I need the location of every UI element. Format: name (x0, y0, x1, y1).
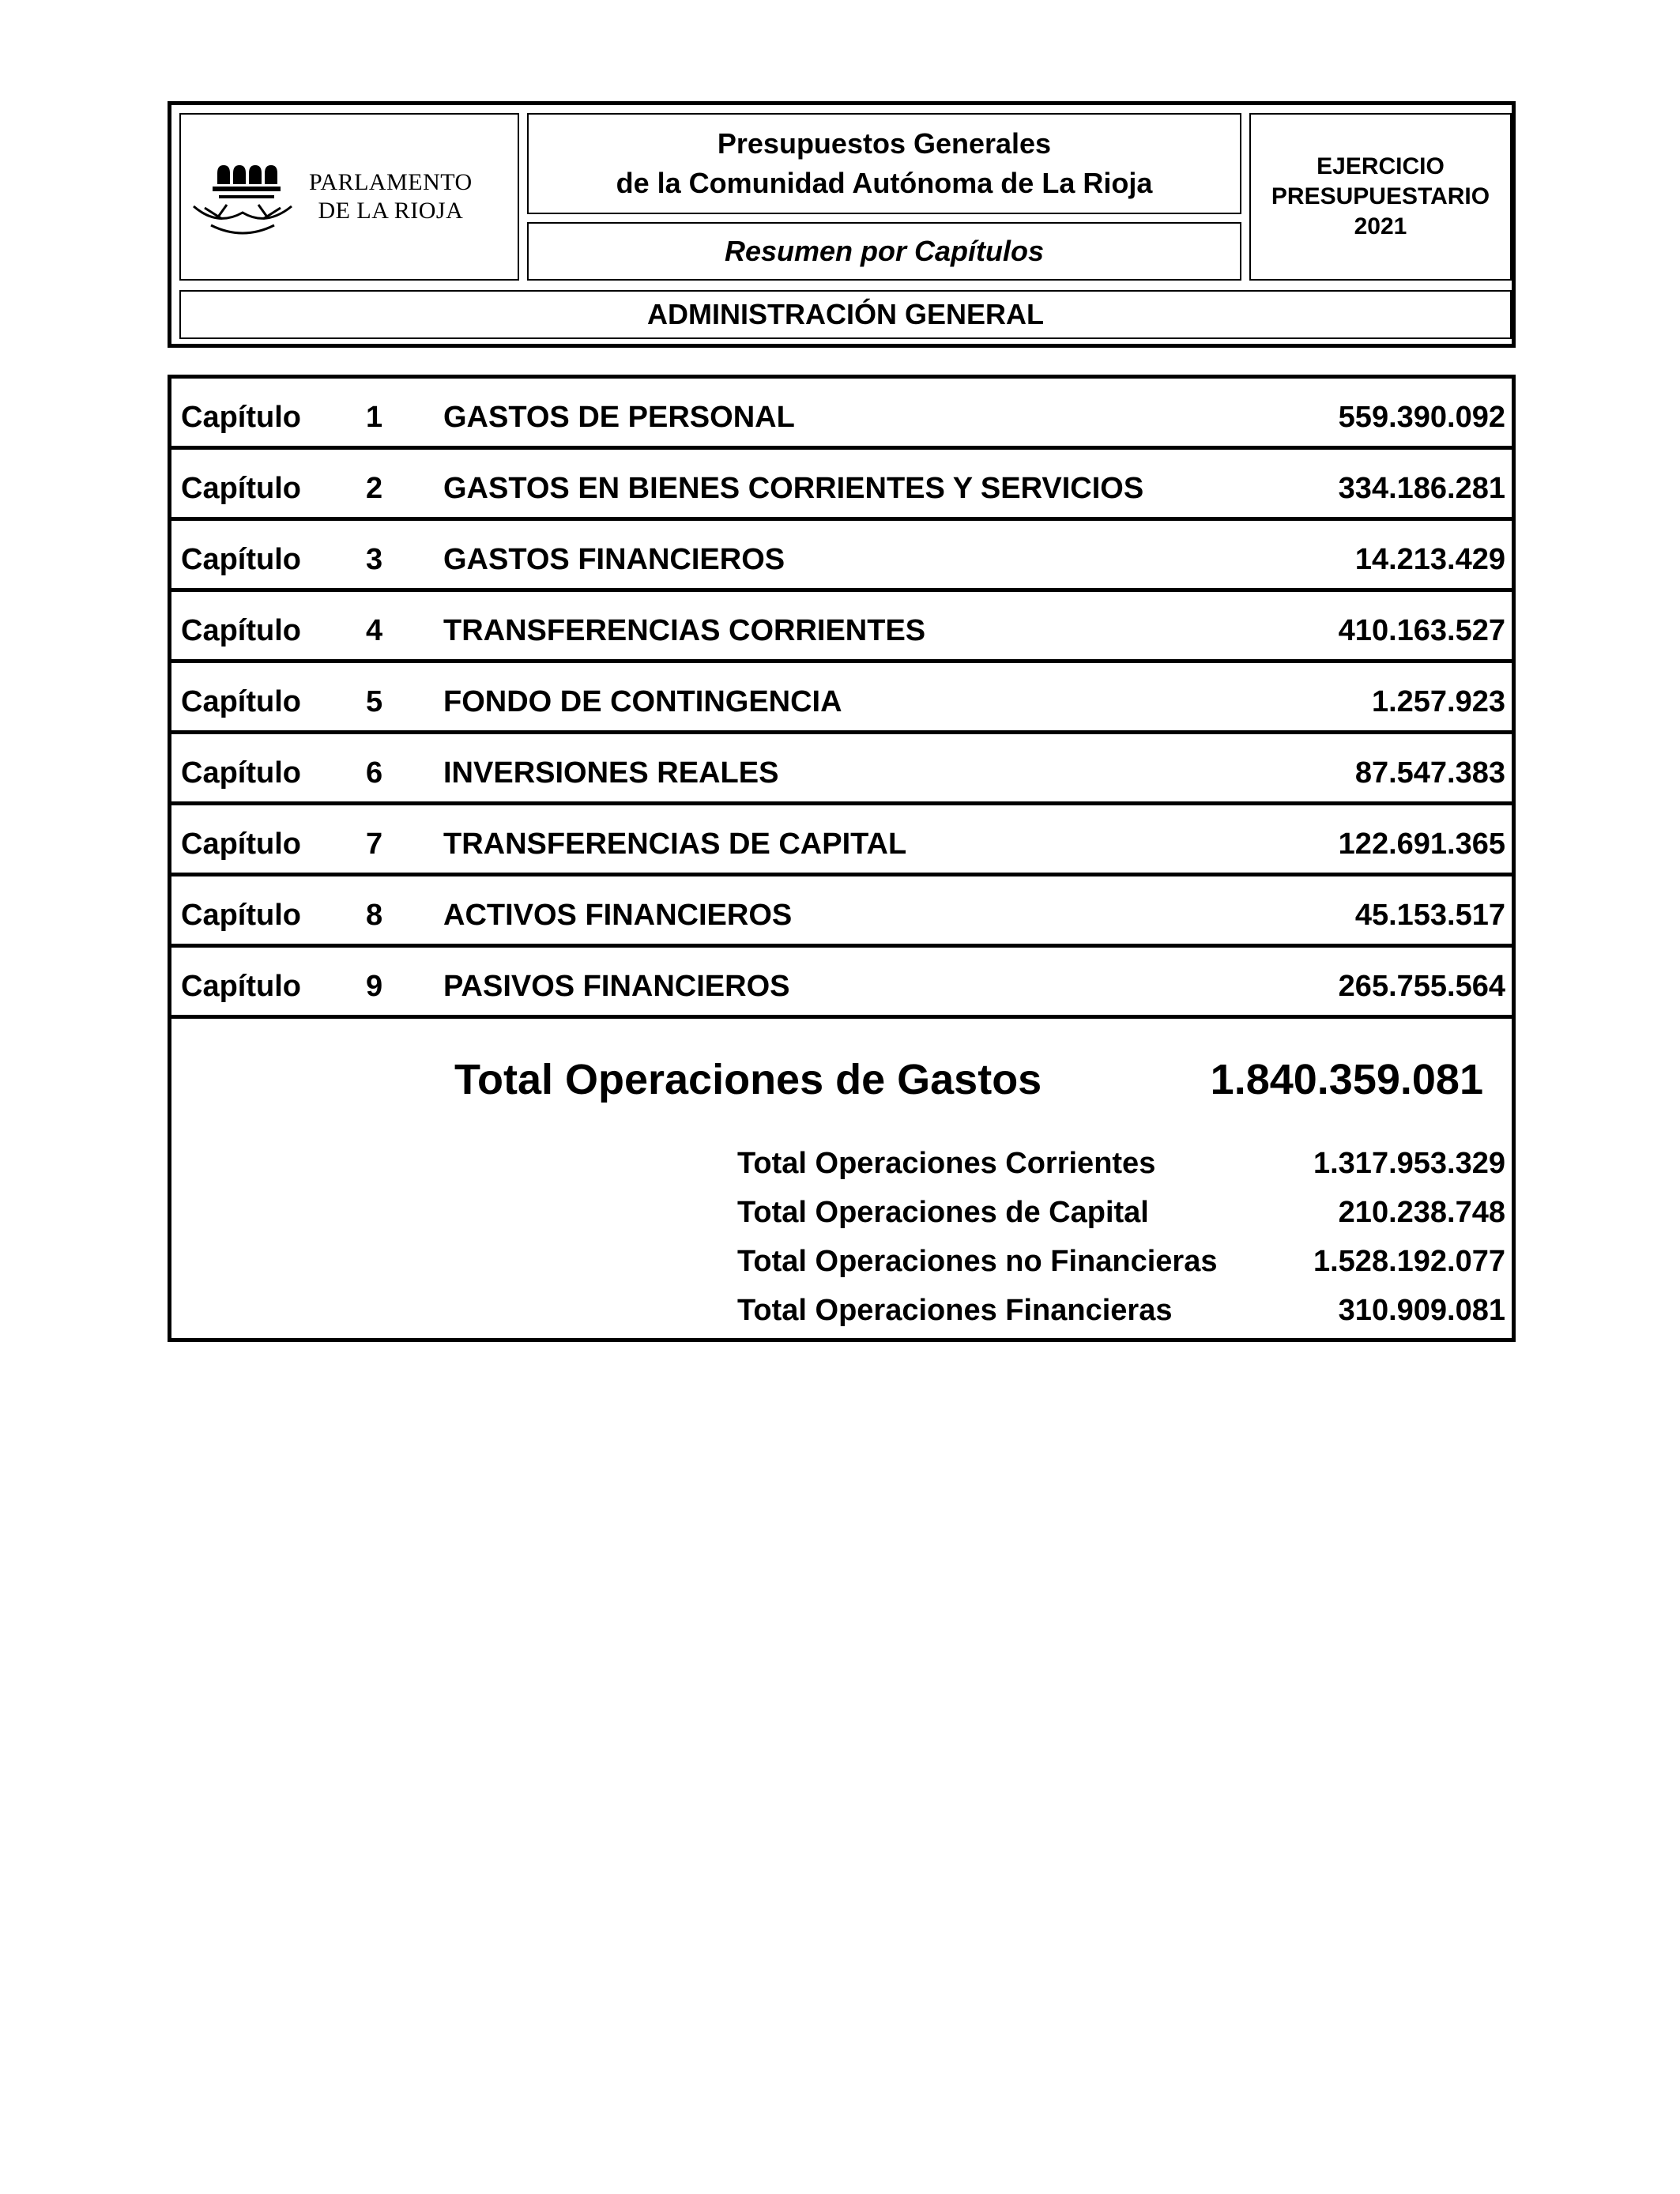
chapter-name: INVERSIONES REALES (443, 756, 779, 790)
chapter-name: GASTOS EN BIENES CORRIENTES Y SERVICIOS (443, 472, 1144, 505)
table-row (171, 734, 1512, 805)
chapter-amount: 410.163.527 (1338, 614, 1505, 647)
subtotal-row (171, 1294, 1512, 1333)
subtotal-label: Total Operaciones Financieras (737, 1294, 1173, 1327)
parliament-name-line2: DE LA RIOJA (318, 198, 464, 224)
subtotal-value: 310.909.081 (1338, 1294, 1505, 1327)
chapter-name: ACTIVOS FINANCIEROS (443, 899, 793, 932)
chapter-amount: 559.390.092 (1338, 401, 1505, 434)
chapter-amount: 87.547.383 (1354, 756, 1505, 790)
chapter-label: Capítulo (181, 756, 301, 790)
chapter-number: 7 (366, 827, 383, 861)
subtotal-label: Total Operaciones Corrientes (737, 1147, 1156, 1180)
chapter-label: Capítulo (181, 614, 301, 647)
fiscal-year-block (1249, 113, 1512, 281)
chapter-amount: 14.213.429 (1354, 543, 1505, 576)
chapter-summary-table (168, 375, 1516, 1342)
table-row (171, 450, 1512, 521)
chapter-label: Capítulo (181, 472, 301, 505)
year-line1: EJERCICIO (1317, 153, 1445, 179)
chapter-label: Capítulo (181, 543, 301, 576)
section-title-text: ADMINISTRACIÓN GENERAL (647, 298, 1044, 330)
chapter-amount: 334.186.281 (1338, 472, 1505, 505)
table-row (171, 805, 1512, 876)
total-expenses-value: 1.840.359.081 (1210, 1056, 1483, 1103)
title-line2: de la Comunidad Autónoma de La Rioja (616, 167, 1153, 199)
subtotal-value: 210.238.748 (1338, 1196, 1505, 1229)
chapter-number: 5 (366, 685, 383, 718)
parliament-emblem-icon (187, 149, 298, 244)
parliament-name-line1: PARLAMENTO (309, 169, 473, 195)
chapter-number: 6 (366, 756, 383, 790)
chapter-label: Capítulo (181, 685, 301, 718)
chapter-name: PASIVOS FINANCIEROS (443, 970, 790, 1003)
fiscal-year: 2021 (1354, 213, 1407, 239)
table-row (171, 592, 1512, 663)
table-row (171, 521, 1512, 592)
subtotal-row (171, 1245, 1512, 1284)
chapter-amount: 265.755.564 (1338, 970, 1505, 1003)
chapter-number: 2 (366, 472, 383, 505)
subtotal-row (171, 1147, 1512, 1186)
table-row (171, 876, 1512, 948)
subtotal-row (171, 1196, 1512, 1235)
subtotal-label: Total Operaciones no Financieras (737, 1245, 1218, 1278)
chapter-name: TRANSFERENCIAS DE CAPITAL (443, 827, 907, 861)
chapter-label: Capítulo (181, 827, 301, 861)
parliament-name (309, 168, 473, 225)
parliament-logo-block (179, 113, 519, 281)
subtotal-label: Total Operaciones de Capital (737, 1196, 1149, 1229)
chapter-amount: 1.257.923 (1371, 685, 1505, 718)
year-line2: PRESUPUESTARIO (1271, 183, 1490, 209)
title-line1: Presupuestos Generales (717, 127, 1052, 160)
chapter-amount: 122.691.365 (1338, 827, 1505, 861)
subtotal-value: 1.317.953.329 (1313, 1147, 1505, 1180)
section-title (179, 290, 1512, 339)
chapter-name: GASTOS FINANCIEROS (443, 543, 785, 576)
document-header (168, 101, 1516, 348)
table-row (171, 948, 1512, 1019)
subtotal-value: 1.528.192.077 (1313, 1245, 1505, 1278)
subtitle-text: Resumen por Capítulos (724, 235, 1045, 267)
chapter-name: TRANSFERENCIAS CORRIENTES (443, 614, 926, 647)
chapter-number: 4 (366, 614, 383, 647)
document-subtitle (527, 222, 1241, 281)
chapter-name: FONDO DE CONTINGENCIA (443, 685, 842, 718)
chapter-label: Capítulo (181, 401, 301, 434)
chapter-amount: 45.153.517 (1354, 899, 1505, 932)
table-row (171, 379, 1512, 450)
chapter-number: 9 (366, 970, 383, 1003)
chapter-label: Capítulo (181, 899, 301, 932)
chapter-number: 1 (366, 401, 383, 434)
chapter-name: GASTOS DE PERSONAL (443, 401, 795, 434)
total-expenses-label: Total Operaciones de Gastos (454, 1056, 1042, 1103)
table-row (171, 663, 1512, 734)
chapter-number: 8 (366, 899, 383, 932)
chapter-label: Capítulo (181, 970, 301, 1003)
document-title (527, 113, 1241, 214)
chapter-number: 3 (366, 543, 383, 576)
total-expenses-row (171, 1055, 1512, 1118)
